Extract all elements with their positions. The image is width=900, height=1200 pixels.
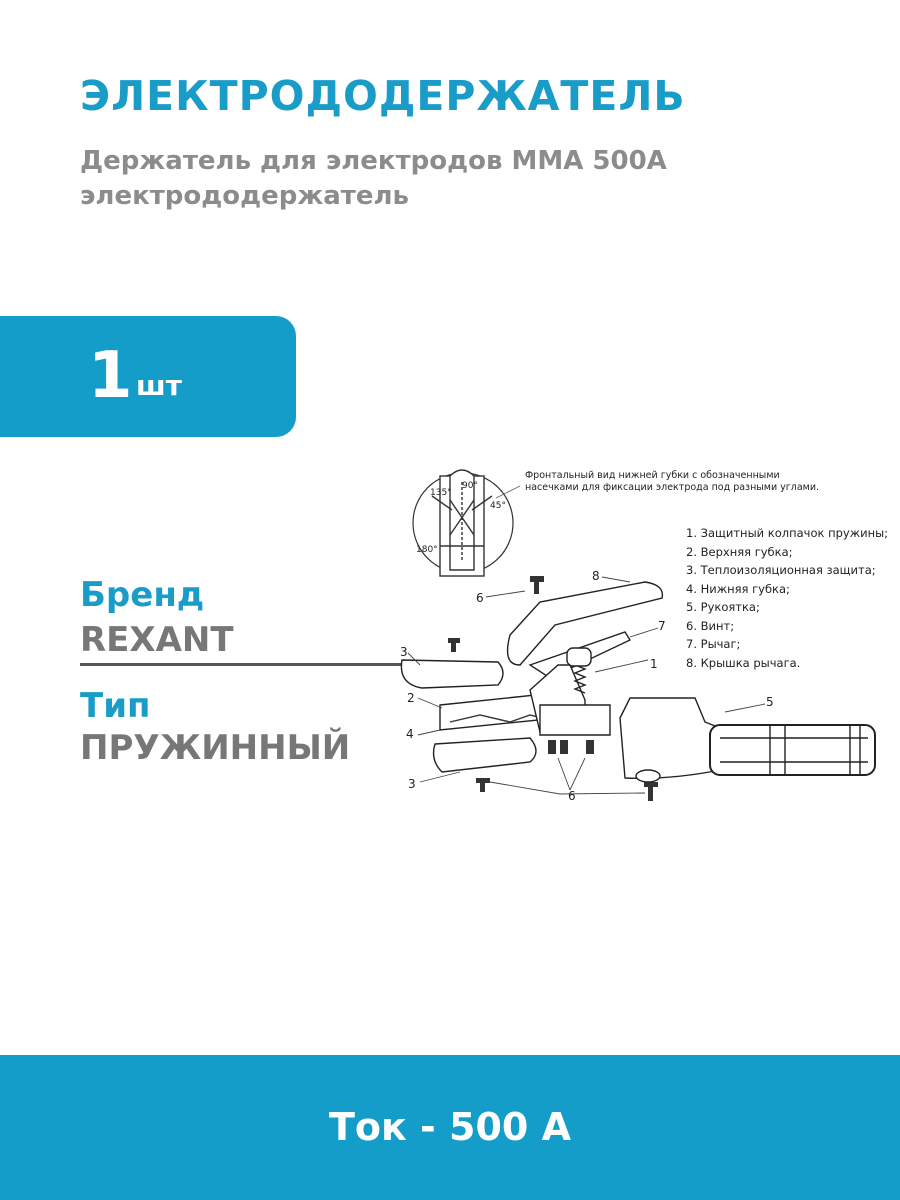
callout-7: 7	[658, 619, 666, 633]
callout-3: 3	[408, 777, 416, 791]
legend-item: 6. Винт;	[686, 618, 735, 633]
quantity-number: 1	[88, 339, 133, 413]
angle-label: 135°	[430, 488, 452, 498]
callout-8: 8	[592, 569, 600, 583]
current-rating: Ток - 500 А	[328, 1105, 571, 1149]
brand-value: REXANT	[80, 620, 234, 660]
brand-label: Бренд	[80, 575, 205, 615]
angle-label: 180°	[416, 545, 438, 555]
spring-cap	[567, 648, 591, 666]
type-label: Тип	[80, 686, 151, 726]
page-title: ЭЛЕКТРОДОДЕРЖАТЕЛЬ	[80, 72, 686, 120]
legend-item: 2. Верхняя губка;	[686, 544, 793, 559]
callout-3: 3	[400, 645, 408, 659]
legend-item: 4. Нижняя губка;	[686, 581, 790, 596]
callout-1: 1	[650, 657, 658, 671]
subtitle-line-1: Держатель для электродов ММА 500А	[80, 146, 667, 176]
upper-insulator	[401, 660, 503, 688]
lower-insulator	[434, 738, 536, 772]
spec-divider	[80, 663, 402, 666]
callout-6: 6	[476, 591, 484, 605]
jaw-front-view	[413, 470, 520, 576]
callout-2: 2	[407, 691, 415, 705]
legend-item: 8. Крышка рычага.	[686, 655, 801, 670]
legend-item: 5. Рукоятка;	[686, 600, 760, 614]
legend-item: 3. Теплоизоляционная защита;	[686, 563, 876, 577]
angle-label: 45°	[490, 501, 506, 511]
callout-5: 5	[766, 695, 774, 709]
type-value: ПРУЖИННЫЙ	[80, 728, 351, 768]
electrode-holder-diagram	[380, 460, 900, 830]
legend-item: 7. Рычаг;	[686, 637, 741, 651]
product-subtitle	[80, 144, 860, 214]
angle-label: 90°	[462, 481, 478, 491]
legend-item: 1. Защитный колпачок пружины;	[686, 526, 889, 540]
callout-4: 4	[406, 727, 414, 741]
subtitle-line-2: электрододержатель	[80, 181, 409, 211]
handle	[620, 698, 875, 782]
quantity-unit: шт	[136, 369, 182, 402]
diagram-caption: Фронтальный вид нижней губки с обозначенными насечками для фиксации электрода под разными углами.	[525, 470, 820, 493]
callout-6: 6	[568, 789, 576, 803]
